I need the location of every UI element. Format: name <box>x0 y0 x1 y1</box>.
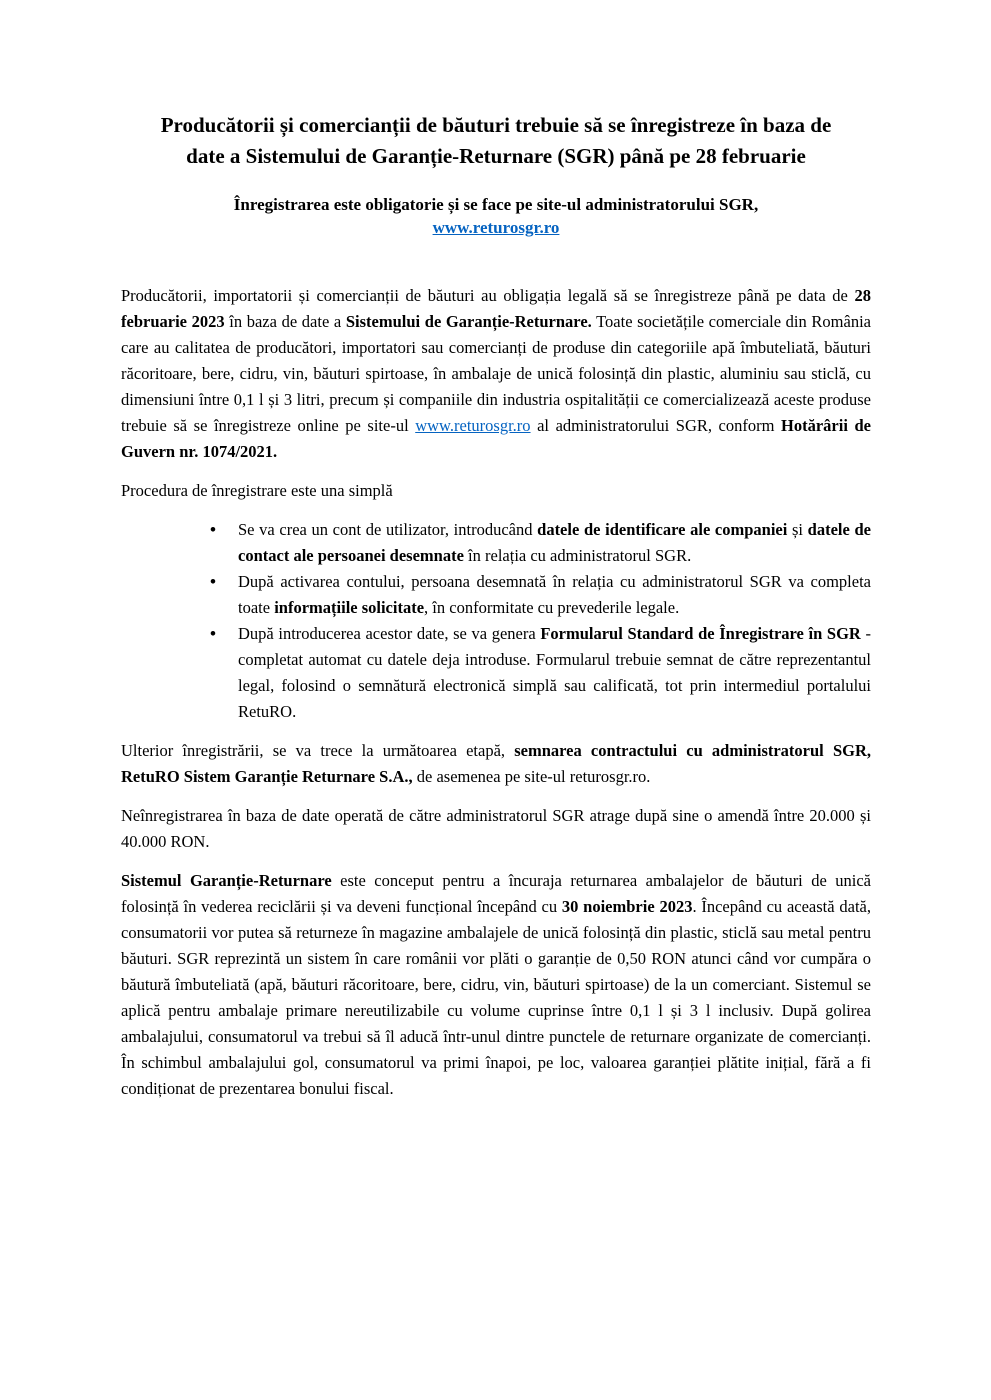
text-run: . Începând cu această dată, consumatorii vor putea să returneze în magazine ambalajele de unică folosință din plastic, sticlă sau metal pentru băuturi. SGR reprezintă un sistem în care românii vor plăti o garanție de 0,50 RON atunci când vor cumpăra o băutură îmbuteliată (apă, băuturi răcoritoare, bere, cidru, vin, băuturi spirtoase) de la un comerciant. Sistemul se aplică pentru ambalaje primare nereutilizabile cu volume cuprinse între 0,1 l și 3 l inclusiv. După golirea ambalajului, consumatorul va trebui să îl aducă într-unul dintre punctele de returnare organizate de comercianți. În schimbul ambalajului gol, consumatorul va primi înapoi, pe loc, valoarea garanției plătite inițial, fără a fi condiționat de prezentarea bonului fiscal. <box>121 897 871 1098</box>
text-run: După introducerea acestor date, se va genera <box>238 624 541 643</box>
paragraph-contract-signing <box>121 738 871 790</box>
inline-hyperlink[interactable]: www.returosgr.ro <box>415 416 531 435</box>
text-run: Toate societățile comerciale din România care au calitatea de producători, importatori sau comercianți de produse din categoriile apă îmbuteliată, băuturi răcoritoare, bere, cidru, vin, băuturi spirtoase, în ambalaje de unică folosință din plastic, aluminiu sau sticlă, cu dimensiuni între 0,1 l și 3 litri, precum și companiile din industria ospitalității ce comercializează aceste produse trebuie să se înregistreze online pe site-ul <box>121 312 871 435</box>
title-line-1: Producătorii și comercianții de băuturi trebuie să se înregistreze în baza de <box>160 113 832 137</box>
text-run: Ulterior înregistrării, se va trece la următoarea etapă, <box>121 741 515 760</box>
text-run: este conceput pentru a încuraja returnarea ambalajelor de băuturi de unică folosință în vederea reciclării și va deveni funcțional începând cu <box>121 871 872 916</box>
text-run: și <box>787 520 808 539</box>
bold-text-run: Sistemul Garanție-Returnare <box>121 871 332 890</box>
text-run: în baza de date a <box>224 312 346 331</box>
text-run: al administratorului SGR, conform <box>530 416 782 435</box>
text-run: Neînregistrarea în baza de date operată de către administratorul SGR atrage după sine o amendă între 20.000 și 40.000 RON. <box>121 806 871 851</box>
document-title <box>121 110 871 172</box>
bold-text-run: semnarea contractului cu administratorul SGR, RetuRO Sistem Garanție Returnare S.A., <box>121 741 871 786</box>
bold-text-run: 30 noiembrie 2023 <box>561 897 693 916</box>
subtitle-text: Înregistrarea este obligatorie și se face pe site-ul administratorului SGR, <box>233 195 759 214</box>
paragraph-registration-obligation <box>121 283 871 465</box>
bold-text-run: informațiile solicitate <box>274 598 425 617</box>
text-run: Producătorii, importatorii și comercianții de băuturi au obligația legală să se înregistreze până pe data de <box>121 286 855 305</box>
title-line-2: date a Sistemului de Garanție-Returnare (SGR) până pe 28 februarie <box>186 144 806 168</box>
list-item-complete-information <box>238 569 871 621</box>
text-run: După activarea contului, persoana desemnată în relația cu administratorul SGR va completa toate <box>238 572 871 617</box>
text-run: în relația cu administratorul SGR. <box>463 546 692 565</box>
returosgr-link[interactable]: www.returosgr.ro <box>432 218 560 237</box>
text-run: Se va crea un cont de utilizator, introducând <box>238 520 538 539</box>
text-run: - completat automat cu datele deja introduse. Formularul trebuie semnat de către reprezentantul legal, folosind o semnătură electronică simplă sau calificată, tot prin intermediul portalului RetuRO. <box>238 624 871 721</box>
paragraph-procedure-intro <box>121 478 871 504</box>
text-run: Procedura de înregistrare este una simplă <box>121 481 393 500</box>
bold-text-run: 28 februarie 2023 <box>121 286 871 331</box>
bold-text-run: Hotărârii de Guvern nr. 1074/2021. <box>121 416 871 461</box>
bold-text-run: datele de contact ale persoanei desemnate <box>238 520 871 565</box>
procedure-steps-list <box>121 517 871 725</box>
paragraph-fine-warning <box>121 803 871 855</box>
bold-text-run: Sistemului de Garanție-Returnare. <box>345 312 592 331</box>
list-item-generate-form <box>238 621 871 725</box>
bold-text-run: Formularul Standard de Înregistrare în SGR <box>540 624 861 643</box>
document-subtitle <box>121 193 871 239</box>
paragraph-system-description <box>121 868 871 1102</box>
text-run: , în conformitate cu prevederile legale. <box>424 598 680 617</box>
list-item-create-account <box>238 517 871 569</box>
text-run: de asemenea pe site-ul returosgr.ro. <box>412 767 651 786</box>
bold-text-run: datele de identificare ale companiei <box>537 520 788 539</box>
